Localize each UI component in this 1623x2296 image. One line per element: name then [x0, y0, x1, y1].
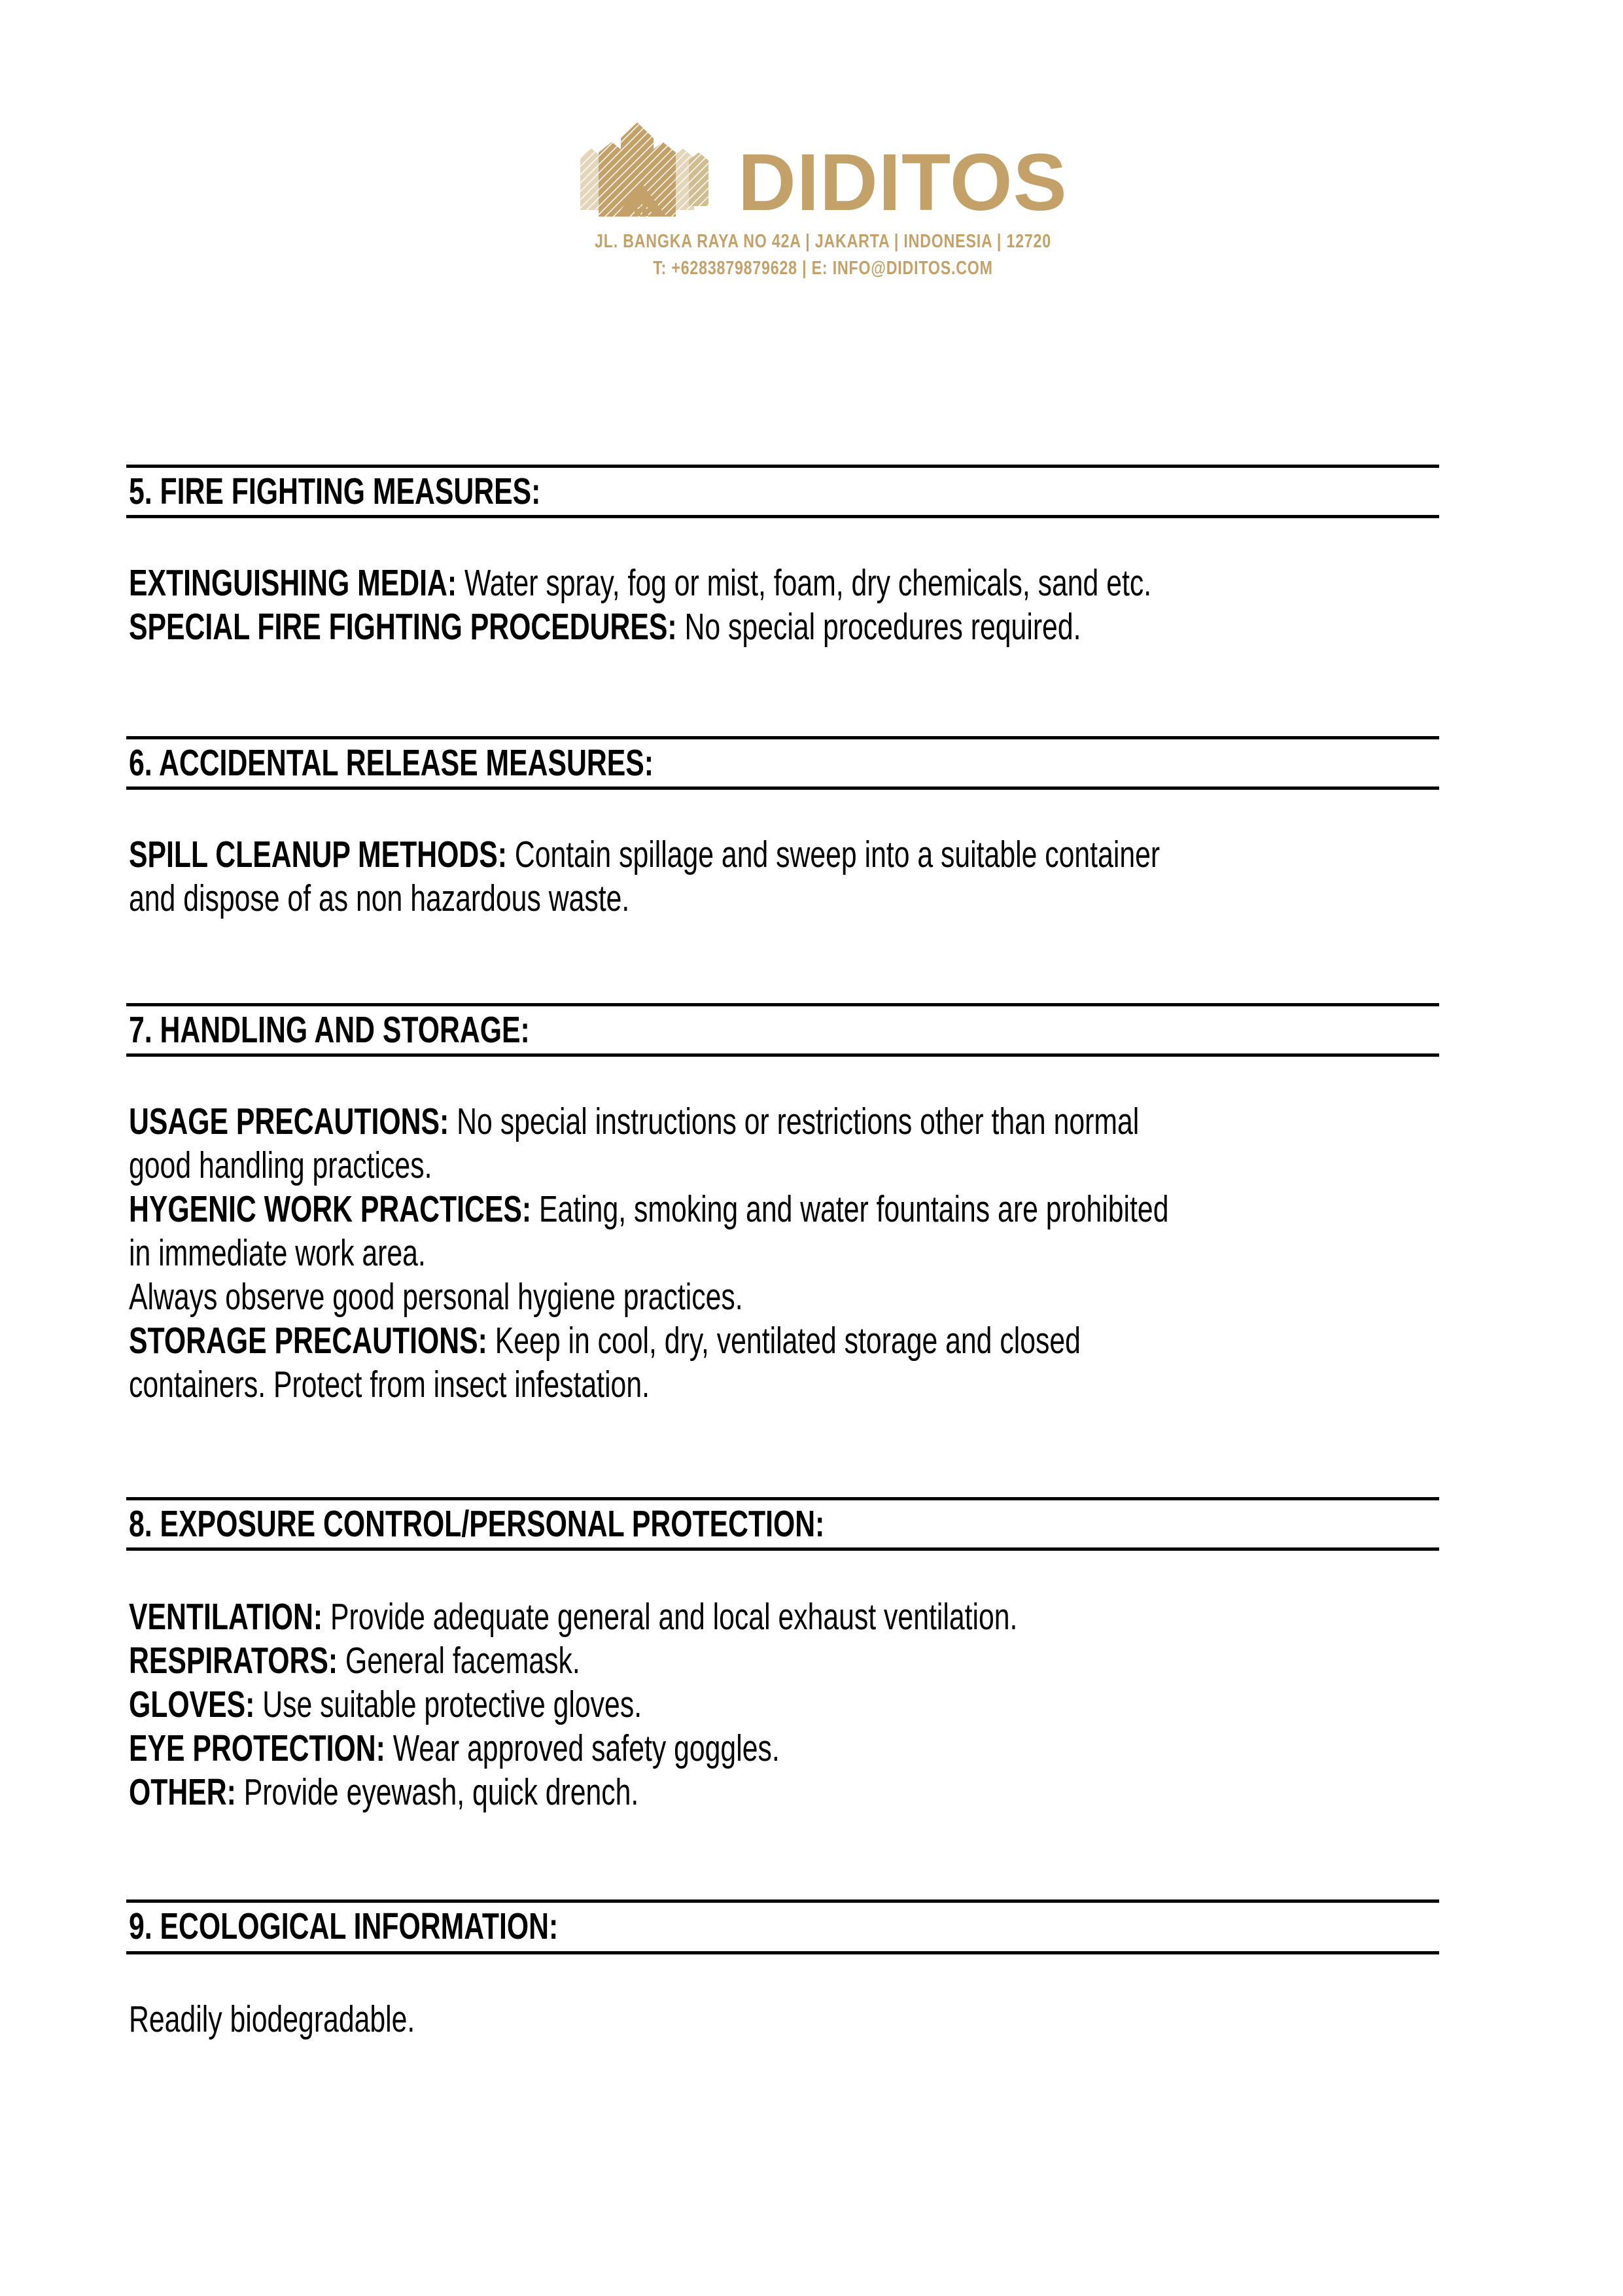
section-7-bottom-rule [126, 1053, 1439, 1057]
body-line-text: good handling practices. [129, 1144, 432, 1186]
body-line-label: STORAGE PRECAUTIONS: [129, 1320, 487, 1362]
section-5-title: 5. FIRE FIGHTING MEASURES: [129, 470, 541, 512]
body-line [129, 877, 1454, 921]
body-line-text: Wear approved safety goggles. [385, 1727, 780, 1769]
body-line [129, 1275, 1454, 1319]
body-line-label: EXTINGUISHING MEDIA: [129, 562, 457, 604]
section-7-title: 7. HANDLING AND STORAGE: [129, 1009, 530, 1051]
section-9-body [129, 1998, 1454, 2041]
body-line-text: Provide eyewash, quick drench. [236, 1771, 639, 1813]
body-line-text: Readily biodegradable. [129, 1998, 415, 2040]
section-9-top-rule [126, 1899, 1439, 1903]
body-line-text: Use suitable protective gloves. [254, 1684, 642, 1725]
logo-address-line1: JL. BANGKA RAYA NO 42A | JAKARTA | INDONESIA | 12720 [595, 231, 1051, 252]
body-line-label: OTHER: [129, 1771, 236, 1813]
body-line [129, 1683, 1454, 1727]
section-6-bottom-rule [126, 786, 1439, 790]
section-8-bottom-rule [126, 1547, 1439, 1551]
body-line-text: General facemask. [338, 1640, 580, 1682]
body-line-text: and dispose of as non hazardous waste. [129, 877, 630, 919]
body-line-label: GLOVES: [129, 1684, 255, 1725]
section-8-top-rule [126, 1497, 1439, 1500]
body-line-label: RESPIRATORS: [129, 1640, 338, 1682]
body-line-label: SPECIAL FIRE FIGHTING PROCEDURES: [129, 606, 677, 648]
body-line [129, 833, 1454, 877]
body-line [129, 605, 1454, 649]
section-9-title: 9. ECOLOGICAL INFORMATION: [129, 1905, 559, 1947]
body-line-label: HYGENIC WORK PRACTICES: [129, 1188, 532, 1230]
body-line-text: No special instructions or restrictions other than normal [449, 1101, 1140, 1142]
section-5-body [129, 561, 1454, 649]
body-line-label: VENTILATION: [129, 1596, 323, 1638]
section-5-bottom-rule [126, 515, 1439, 518]
logo-address-line2: T: +6283879879628 | E: INFO@DIDITOS.COM [653, 258, 993, 279]
body-line [129, 1319, 1454, 1363]
section-6-title: 6. ACCIDENTAL RELEASE MEASURES: [129, 742, 654, 784]
section-5-top-rule [126, 465, 1439, 468]
body-line-text: Water spray, fog or mist, foam, dry chemicals, sand etc. [457, 562, 1152, 604]
body-line-label: SPILL CLEANUP METHODS: [129, 834, 507, 875]
section-8-title: 8. EXPOSURE CONTROL/PERSONAL PROTECTION: [129, 1503, 825, 1545]
body-line-text: containers. Protect from insect infestation. [129, 1364, 650, 1405]
section-6-top-rule [126, 736, 1439, 739]
body-line [129, 1363, 1454, 1407]
body-line-text: Keep in cool, dry, ventilated storage and closed [487, 1320, 1081, 1362]
body-line-text: Eating, smoking and water fountains are prohibited [531, 1188, 1169, 1230]
body-line-label: USAGE PRECAUTIONS: [129, 1101, 449, 1142]
body-line-text: in immediate work area. [129, 1232, 426, 1274]
section-6-body [129, 833, 1454, 921]
body-line [129, 1639, 1454, 1683]
body-line-text: Contain spillage and sweep into a suitable container [506, 834, 1161, 875]
diditos-buildings-logo-icon [579, 116, 713, 229]
section-7-body [129, 1100, 1454, 1407]
body-line-text: No special procedures required. [676, 606, 1081, 648]
body-line [129, 1188, 1454, 1231]
body-line [129, 561, 1454, 605]
body-line [129, 1727, 1454, 1771]
logo-wordmark: DIDITOS [738, 138, 1068, 228]
body-line-text: Provide adequate general and local exhaust ventilation. [323, 1596, 1018, 1638]
body-line-text: Always observe good personal hygiene practices. [129, 1276, 743, 1318]
body-line [129, 1771, 1454, 1814]
body-line [129, 1595, 1454, 1639]
body-line [129, 1144, 1454, 1188]
body-line-label: EYE PROTECTION: [129, 1727, 385, 1769]
body-line [129, 1231, 1454, 1275]
section-8-body [129, 1595, 1454, 1814]
section-9-bottom-rule [126, 1951, 1439, 1954]
section-7-top-rule [126, 1003, 1439, 1006]
body-line [129, 1100, 1454, 1144]
body-line [129, 1998, 1454, 2041]
